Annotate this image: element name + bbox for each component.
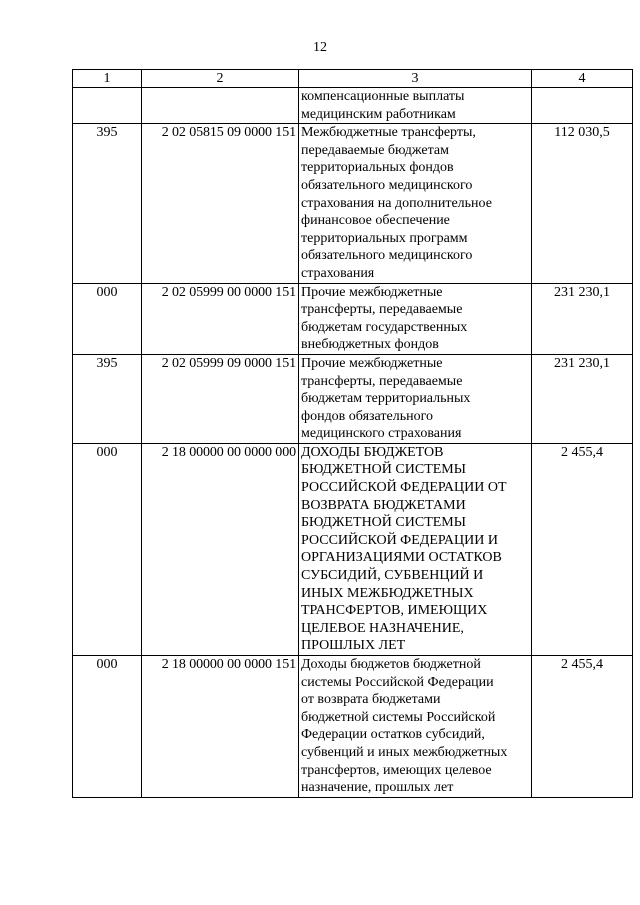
description-line: назначение, прошлых лет (301, 780, 454, 796)
description-line: ИНЫХ МЕЖБЮДЖЕТНЫХ (301, 585, 474, 601)
table-row (73, 124, 633, 283)
description-line: Прочие межбюджетные (301, 355, 443, 371)
description-line: БЮДЖЕТНОЙ СИСТЕМЫ (301, 462, 466, 478)
amount-cell: 112 030,5 (532, 124, 633, 283)
description-line: бюджетам территориальных (301, 391, 471, 407)
description-cell (299, 443, 532, 655)
description-line: обязательного медицинского (301, 248, 473, 264)
description-cell (299, 124, 532, 283)
description-line: медицинского страхования (301, 426, 462, 442)
classification-code-cell: 2 18 00000 00 0000 151 (142, 656, 299, 798)
classification-code-cell: 2 02 05999 09 0000 151 (142, 354, 299, 443)
description-line: субвенций и иных межбюджетных (301, 744, 508, 760)
table-body (73, 88, 633, 798)
admin-code-cell: 000 (73, 443, 142, 655)
description-line: страхования (301, 265, 375, 281)
page-number: 12 (313, 40, 327, 55)
header-row (73, 70, 633, 88)
amount-cell: 2 455,4 (532, 443, 633, 655)
table-row (73, 88, 633, 124)
description-line: ПРОШЛЫХ ЛЕТ (301, 638, 406, 654)
description-line: ВОЗВРАТА БЮДЖЕТАМИ (301, 497, 466, 513)
description-line: ТРАНСФЕРТОВ, ИМЕЮЩИХ (301, 603, 488, 619)
description-line: трансферты, передаваемые (301, 373, 463, 389)
table-row (73, 354, 633, 443)
classification-code-cell: 2 02 05999 00 0000 151 (142, 283, 299, 354)
admin-code-cell: 395 (73, 124, 142, 283)
description-cell (299, 656, 532, 798)
description-line: РОССИЙСКОЙ ФЕДЕРАЦИИ И (301, 532, 498, 548)
description-line: от возврата бюджетами (301, 692, 441, 708)
table-row (73, 656, 633, 798)
column-header-1: 1 (73, 70, 142, 88)
classification-code-cell: 2 18 00000 00 0000 000 (142, 443, 299, 655)
table-header (73, 70, 633, 88)
description-line: БЮДЖЕТНОЙ СИСТЕМЫ (301, 515, 466, 531)
description-line: бюджетной системы Российской (301, 709, 496, 725)
amount-cell: 2 455,4 (532, 656, 633, 798)
column-header-4: 4 (532, 70, 633, 88)
description-line: Федерации остатков субсидий, (301, 727, 485, 743)
description-line: СУБСИДИЙ, СУБВЕНЦИЙ И (301, 568, 484, 584)
table-row (73, 283, 633, 354)
description-line: РОССИЙСКОЙ ФЕДЕРАЦИИ ОТ (301, 480, 507, 496)
classification-code-cell: 2 02 05815 09 0000 151 (142, 124, 299, 283)
description-line: страхования на дополнительное (301, 195, 492, 211)
description-line: ОРГАНИЗАЦИЯМИ ОСТАТКОВ (301, 550, 502, 566)
amount-cell: 231 230,1 (532, 283, 633, 354)
budget-revenue-table (72, 69, 633, 798)
table-row (73, 443, 633, 655)
description-line: обязательного медицинского (301, 177, 473, 193)
description-line: фондов обязательного (301, 408, 433, 424)
description-line: финансовое обеспечение (301, 213, 450, 229)
description-line: передаваемые бюджетам (301, 142, 449, 158)
description-line: медицинским работникам (301, 106, 456, 122)
classification-code-cell (142, 88, 299, 124)
description-cell (299, 88, 532, 124)
description-line: территориальных фондов (301, 160, 454, 176)
admin-code-cell (73, 88, 142, 124)
description-line: внебюджетных фондов (301, 337, 439, 353)
description-line: территориальных программ (301, 230, 468, 246)
amount-cell (532, 88, 633, 124)
amount-cell: 231 230,1 (532, 354, 633, 443)
description-line: трансфертов, имеющих целевое (301, 762, 492, 778)
description-line: ЦЕЛЕВОЕ НАЗНАЧЕНИЕ, (301, 620, 464, 636)
description-line: Доходы бюджетов бюджетной (301, 657, 481, 672)
description-line: Прочие межбюджетные (301, 284, 443, 300)
description-line: системы Российской Федерации (301, 674, 494, 690)
admin-code-cell: 000 (73, 656, 142, 798)
description-line: трансферты, передаваемые (301, 302, 463, 318)
description-line: компенсационные выплаты (301, 89, 465, 104)
admin-code-cell: 395 (73, 354, 142, 443)
description-cell (299, 354, 532, 443)
admin-code-cell: 000 (73, 283, 142, 354)
description-line: ДОХОДЫ БЮДЖЕТОВ (301, 444, 444, 460)
column-header-3: 3 (299, 70, 532, 88)
description-cell (299, 283, 532, 354)
description-line: Межбюджетные трансферты, (301, 125, 476, 141)
column-header-2: 2 (142, 70, 299, 88)
description-line: бюджетам государственных (301, 319, 468, 335)
